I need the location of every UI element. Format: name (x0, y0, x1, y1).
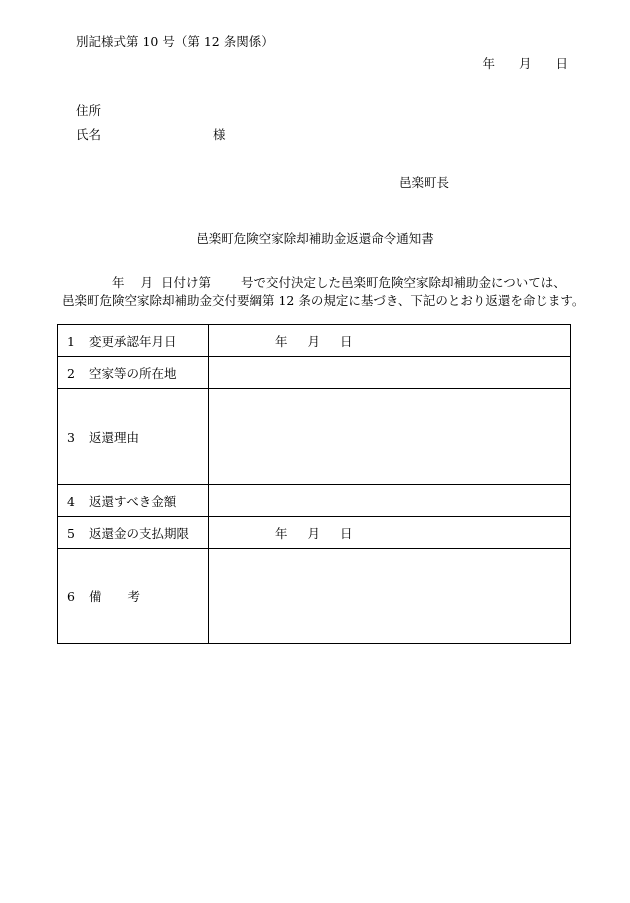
row-label: 5 返還金の支払期限 (58, 517, 209, 549)
body-month: 月 (140, 275, 154, 290)
row-label: 1 変更承認年月日 (58, 325, 209, 357)
row-label: 6 備考 (58, 549, 209, 644)
detail-table (57, 324, 571, 644)
table-row (58, 517, 571, 549)
row-label: 3 返還理由 (58, 389, 209, 485)
honorific: 様 (213, 127, 226, 142)
body-day-part: 日付け第 (161, 275, 212, 290)
issue-date (482, 58, 568, 71)
table-row (58, 389, 571, 485)
name-line (76, 129, 226, 142)
location-value (209, 357, 571, 389)
address-label: 住所 (76, 103, 102, 118)
table-row (58, 357, 571, 389)
amount-value (209, 485, 571, 517)
date-month: 月 (518, 56, 532, 71)
date-day: 日 (555, 56, 568, 71)
name-label: 氏名 (76, 127, 102, 142)
approval-date-value: 年 月 日 (209, 325, 571, 357)
issuer-name: 邑楽町長 (399, 175, 450, 190)
remarks-value (209, 549, 571, 644)
document-title: 邑楽町危険空家除却補助金返還命令通知書 (196, 231, 434, 246)
reason-value (209, 389, 571, 485)
table-row (58, 325, 571, 357)
body-text-line-1 (112, 277, 566, 290)
table-row (58, 485, 571, 517)
form-number: 別記様式第 10 号（第 12 条関係） (76, 34, 274, 49)
table-row (58, 549, 571, 644)
date-year: 年 (482, 56, 495, 71)
body-rest: 号で交付決定した邑楽町危険空家除却補助金については、 (241, 275, 566, 290)
payment-deadline-value: 年 月 日 (209, 517, 571, 549)
body-text-line-2: 邑楽町危険空家除却補助金交付要綱第 12 条の規定に基づき、下記のとおり返還を命じます。 (62, 293, 585, 308)
row-label: 2 空家等の所在地 (58, 357, 209, 389)
body-year: 年 (112, 275, 125, 290)
row-label: 4 返還すべき金額 (58, 485, 209, 517)
